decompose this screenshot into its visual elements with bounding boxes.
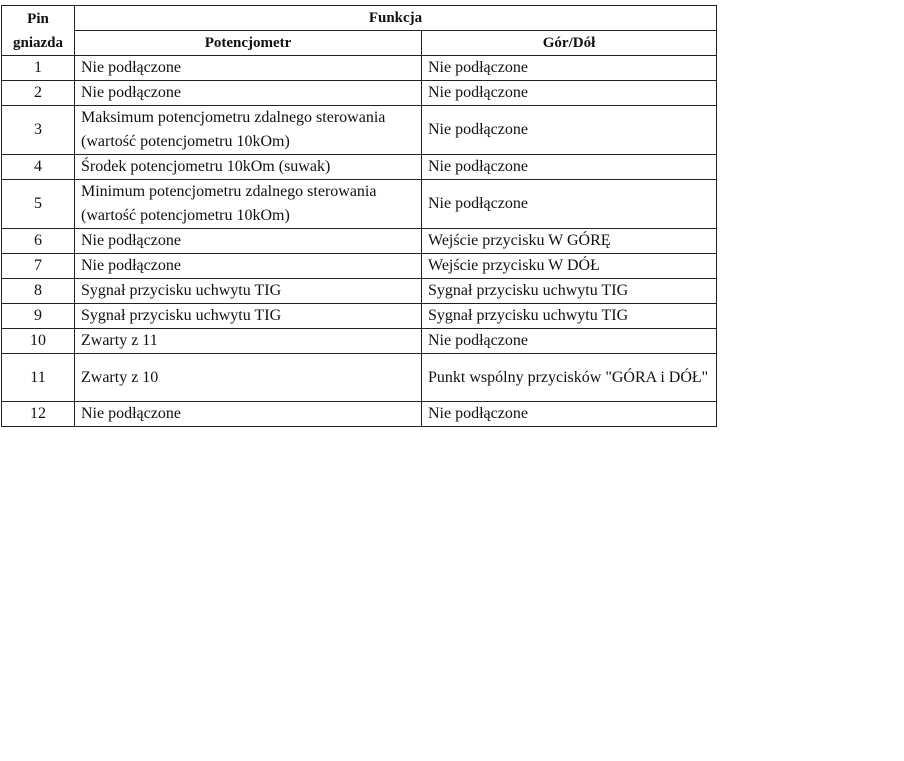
pin-function-table <box>1 5 717 427</box>
potentiometer-cell: Nie podłączone <box>75 254 422 279</box>
pin-cell: 12 <box>2 402 75 427</box>
potentiometer-cell: Nie podłączone <box>75 81 422 106</box>
updown-cell: Wejście przycisku W DÓŁ <box>422 254 717 279</box>
potentiometer-cell: Zwarty z 10 <box>75 354 422 402</box>
potentiometer-cell: Minimum potencjometru zdalnego sterowania (wartość potencjometru 10kOm) <box>75 180 422 229</box>
table-row <box>2 279 717 304</box>
updown-cell: Nie podłączone <box>422 402 717 427</box>
potentiometer-cell: Nie podłączone <box>75 56 422 81</box>
header-row-1 <box>2 6 717 31</box>
pin-cell: 2 <box>2 81 75 106</box>
potentiometer-cell: Nie podłączone <box>75 402 422 427</box>
updown-cell: Punkt wspólny przycisków "GÓRA i DÓŁ" <box>422 354 717 402</box>
table-row <box>2 155 717 180</box>
pin-cell: 4 <box>2 155 75 180</box>
updown-cell: Nie podłączone <box>422 155 717 180</box>
potentiometer-cell: Środek potencjometru 10kOm (suwak) <box>75 155 422 180</box>
potentiometer-cell: Maksimum potencjometru zdalnego sterowania (wartość potencjometru 10kOm) <box>75 106 422 155</box>
table-row <box>2 56 717 81</box>
pin-cell: 9 <box>2 304 75 329</box>
potentiometer-cell: Sygnał przycisku uchwytu TIG <box>75 279 422 304</box>
table-row <box>2 180 717 229</box>
potentiometer-cell: Zwarty z 11 <box>75 329 422 354</box>
header-function: Funkcja <box>75 6 717 31</box>
updown-cell: Nie podłączone <box>422 329 717 354</box>
pin-cell: 7 <box>2 254 75 279</box>
table-row <box>2 329 717 354</box>
header-updown: Gór/Dół <box>422 31 717 56</box>
updown-cell: Nie podłączone <box>422 106 717 155</box>
pin-cell: 1 <box>2 56 75 81</box>
updown-cell: Nie podłączone <box>422 56 717 81</box>
potentiometer-cell: Nie podłączone <box>75 229 422 254</box>
updown-cell: Sygnał przycisku uchwytu TIG <box>422 279 717 304</box>
table-row <box>2 402 717 427</box>
table-row <box>2 254 717 279</box>
updown-cell: Sygnał przycisku uchwytu TIG <box>422 304 717 329</box>
table-row <box>2 106 717 155</box>
pin-cell: 11 <box>2 354 75 402</box>
pin-cell: 3 <box>2 106 75 155</box>
table-row <box>2 81 717 106</box>
updown-cell: Nie podłączone <box>422 81 717 106</box>
header-row-2 <box>2 31 717 56</box>
updown-cell: Nie podłączone <box>422 180 717 229</box>
pin-cell: 6 <box>2 229 75 254</box>
table-row <box>2 304 717 329</box>
table-row <box>2 354 717 402</box>
updown-cell: Wejście przycisku W GÓRĘ <box>422 229 717 254</box>
header-potentiometer: Potencjometr <box>75 31 422 56</box>
pin-cell: 10 <box>2 329 75 354</box>
table-row <box>2 229 717 254</box>
potentiometer-cell: Sygnał przycisku uchwytu TIG <box>75 304 422 329</box>
header-pin: Pin gniazda <box>2 6 75 56</box>
pin-cell: 5 <box>2 180 75 229</box>
pin-cell: 8 <box>2 279 75 304</box>
